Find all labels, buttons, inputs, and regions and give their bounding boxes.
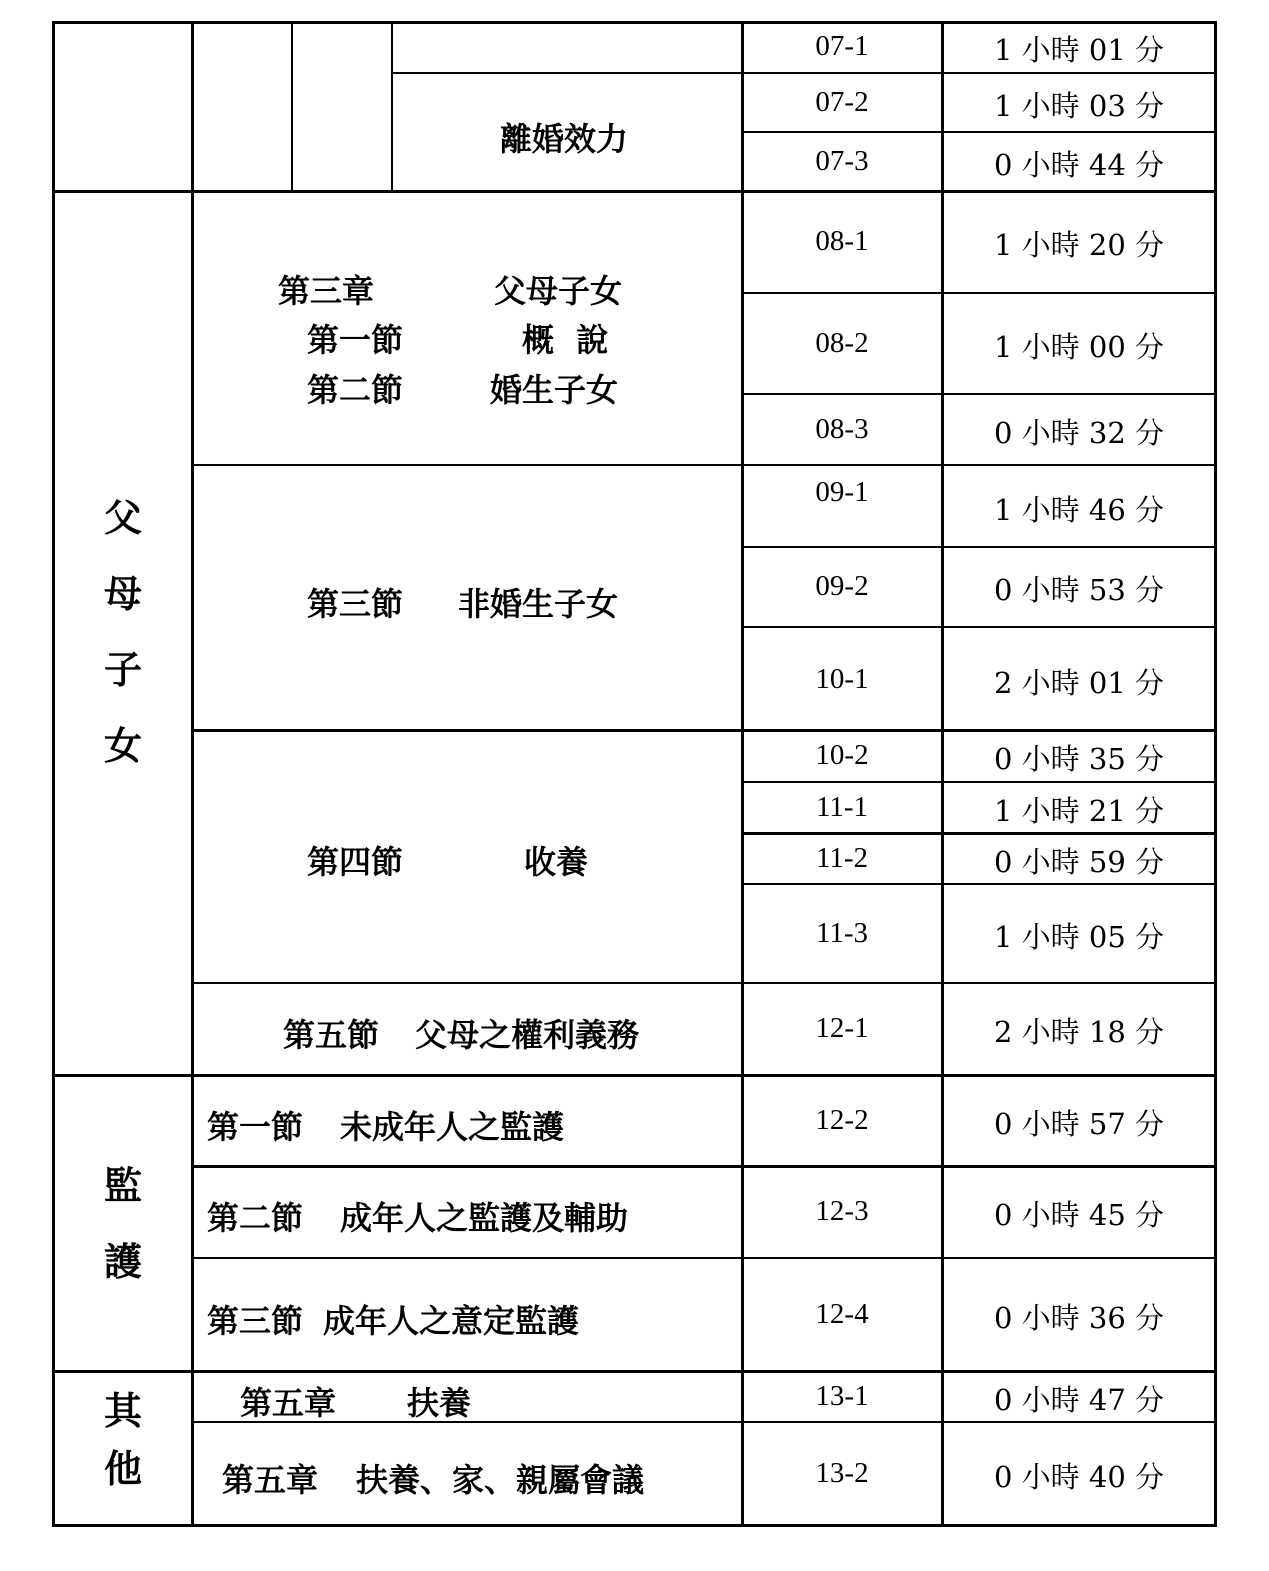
category-char: 監 [103, 1164, 142, 1208]
row-divider [742, 781, 1217, 783]
section-title: 未成年人之監護 [340, 1108, 565, 1146]
category-char: 母 [103, 572, 142, 616]
row-divider [742, 292, 1217, 294]
category-char: 子 [103, 648, 142, 692]
row-duration: 1 小時 46 分 [993, 493, 1164, 527]
table-border-top [52, 21, 1217, 24]
row-duration: 0 小時 36 分 [993, 1301, 1164, 1335]
row-divider [742, 546, 1217, 548]
row-code: 12-4 [815, 1298, 869, 1330]
category-char: 護 [103, 1240, 142, 1284]
row-code: 10-2 [815, 739, 869, 771]
chapter-title: 扶養、家、親屬會議 [356, 1461, 645, 1499]
row-duration: 1 小時 03 分 [993, 89, 1164, 123]
row-duration: 1 小時 20 分 [993, 228, 1164, 262]
row-duration: 1 小時 05 分 [993, 920, 1164, 954]
row-duration: 1 小時 21 分 [993, 794, 1164, 828]
row-code: 11-1 [815, 791, 869, 823]
row-code: 08-3 [815, 413, 869, 445]
row-duration: 0 小時 59 分 [993, 845, 1164, 879]
row-divider [392, 72, 1217, 74]
row-divider [742, 883, 1217, 885]
row-code: 07-3 [815, 145, 869, 177]
category-char: 他 [103, 1447, 142, 1491]
row-divider [192, 1165, 1217, 1168]
category-char: 其 [103, 1389, 142, 1433]
row-duration: 0 小時 57 分 [993, 1107, 1164, 1141]
row-divider [52, 1074, 1217, 1077]
row-duration: 0 小時 44 分 [993, 148, 1164, 182]
section-title: 概 說 [522, 321, 609, 359]
section-title: 成年人之監護及輔助 [340, 1199, 629, 1237]
row-divider [742, 131, 1217, 133]
row-divider [742, 832, 1217, 835]
row-duration: 0 小時 40 分 [993, 1460, 1164, 1494]
section-number: 第四節 [307, 843, 404, 881]
section-number: 第三節 [207, 1302, 304, 1340]
row-code: 07-2 [815, 86, 869, 118]
section-title: 婚生子女 [490, 371, 619, 409]
row-duration: 0 小時 45 分 [993, 1198, 1164, 1232]
row-code: 12-2 [815, 1104, 869, 1136]
row-duration: 2 小時 01 分 [993, 666, 1164, 700]
row-code: 08-2 [815, 327, 869, 359]
section-title: 非婚生子女 [458, 585, 619, 623]
row-divider [52, 190, 1217, 193]
section-title: 父母之權利義務 [415, 1016, 640, 1054]
row-divider [742, 393, 1217, 395]
row-code: 07-1 [815, 30, 869, 62]
row-divider [52, 1370, 1217, 1373]
row-divider [192, 1257, 1217, 1259]
row-code: 11-3 [815, 917, 869, 949]
category-char: 父 [103, 496, 142, 540]
chapter-number: 第五章 [240, 1384, 337, 1422]
row-code: 12-3 [815, 1195, 869, 1227]
row-duration: 0 小時 32 分 [993, 416, 1164, 450]
row-divider [742, 626, 1217, 628]
section-number: 第一節 [307, 321, 404, 359]
row-code: 12-1 [815, 1012, 869, 1044]
section-number: 第二節 [207, 1199, 304, 1237]
chapter-title: 父母子女 [494, 272, 623, 310]
section-number: 第三節 [307, 585, 404, 623]
row-code: 08-1 [815, 225, 869, 257]
section-number: 第一節 [207, 1108, 304, 1146]
column-divider [291, 21, 293, 192]
row-code: 13-2 [815, 1457, 869, 1489]
category-others [54, 1382, 192, 1498]
row-duration: 0 小時 53 分 [993, 573, 1164, 607]
row-divider [192, 729, 1217, 732]
category-parents-children [54, 480, 192, 784]
section-number: 第二節 [307, 371, 404, 409]
section-title: 成年人之意定監護 [323, 1302, 580, 1340]
section-divorce-effect: 離婚效力 [500, 120, 629, 158]
row-duration: 1 小時 00 分 [993, 330, 1164, 364]
row-code: 11-2 [815, 842, 869, 874]
section-title: 收養 [524, 843, 589, 881]
row-duration: 2 小時 18 分 [993, 1015, 1164, 1049]
row-code: 09-1 [815, 476, 869, 508]
row-duration: 0 小時 47 分 [993, 1383, 1164, 1417]
row-code: 09-2 [815, 570, 869, 602]
row-duration: 1 小時 01 分 [993, 33, 1164, 67]
chapter-title: 扶養 [407, 1384, 472, 1422]
row-code: 13-1 [815, 1380, 869, 1412]
category-guardianship [54, 1148, 192, 1300]
table-border-bottom [52, 1524, 1217, 1527]
chapter-number: 第三章 [278, 272, 375, 310]
row-divider [192, 982, 1217, 984]
row-code: 10-1 [815, 663, 869, 695]
row-duration: 0 小時 35 分 [993, 742, 1164, 776]
section-number: 第五節 [283, 1016, 380, 1054]
column-divider [391, 21, 393, 192]
row-divider [192, 1421, 1217, 1423]
category-char: 女 [103, 724, 142, 768]
row-divider [192, 464, 1217, 466]
chapter-number: 第五章 [222, 1461, 319, 1499]
